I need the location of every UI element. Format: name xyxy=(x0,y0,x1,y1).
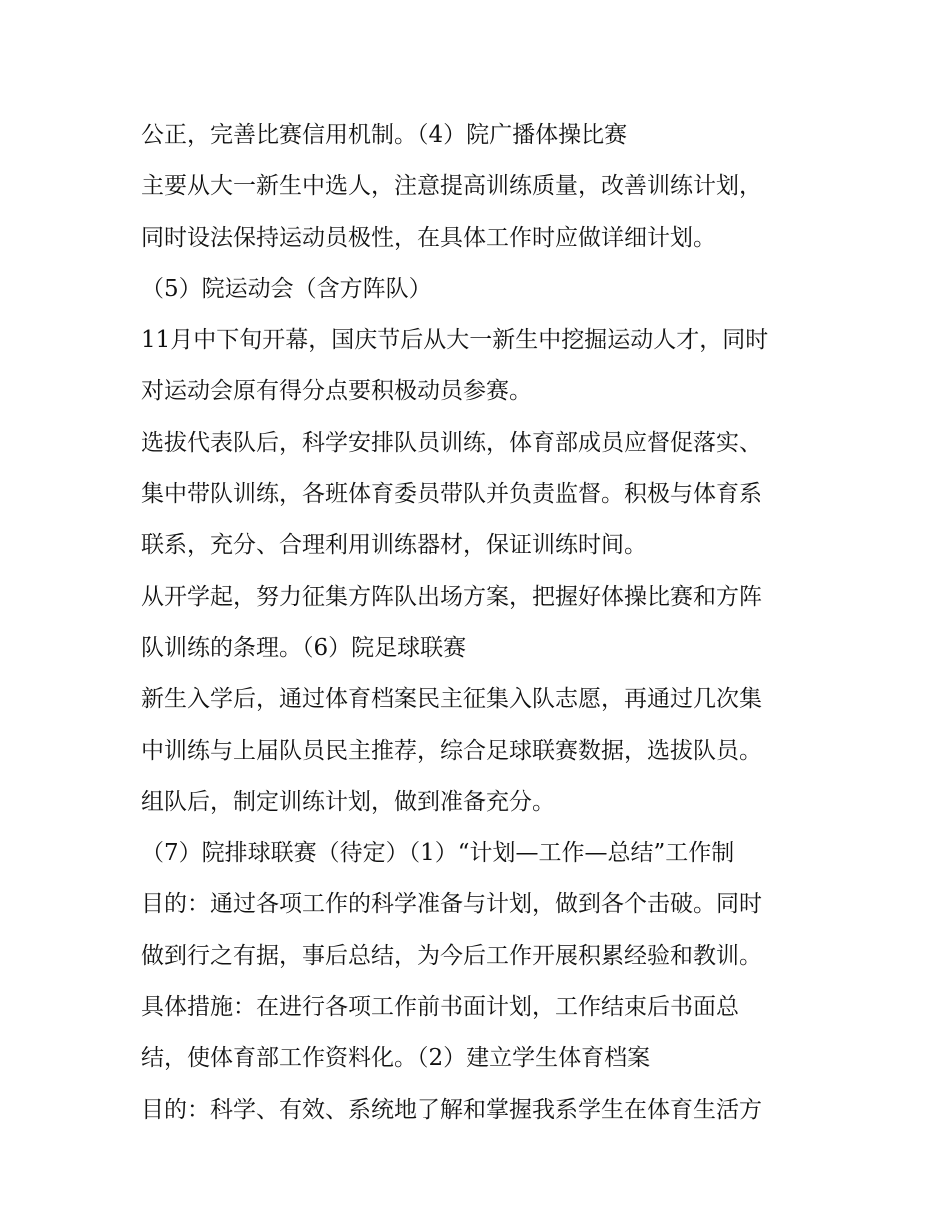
text-line: 公正，完善比赛信用机制。（4）院广播体操比赛 xyxy=(141,122,628,148)
text-line: 做到行之有据，事后总结，为今后工作开展积累经验和教训。 xyxy=(141,942,762,969)
text-line: 目的：科学、有效、系统地了解和掌握我系学生在体育生活方 xyxy=(141,1096,762,1123)
text-line: 集中带队训练，各班体育委员带队并负责监督。积极与体育系 xyxy=(141,481,762,508)
text-line: 对运动会原有得分点要积极动员参赛。 xyxy=(141,378,532,405)
text-line: 队训练的条理。（6）院足球联赛 xyxy=(141,634,467,661)
text-line: 中训练与上届队员民主推荐，综合足球联赛数据，选拔队员。 xyxy=(141,737,762,764)
text-line: 从开学起，努力征集方阵队出场方案，把握好体操比赛和方阵 xyxy=(141,583,762,610)
text-line: 11月中下旬开幕，国庆节后从大一新生中挖掘运动人才，同时 xyxy=(141,327,769,354)
text-line: 具体措施：在进行各项工作前书面计划，工作结束后书面总 xyxy=(141,994,739,1021)
text-line: 新生入学后，通过体育档案民主征集入队志愿，再通过几次集 xyxy=(141,686,762,713)
text-line: 主要从大一新生中选人，注意提高训练质量，改善训练计划， xyxy=(141,173,762,200)
text-line: （5）院运动会（含方阵队） xyxy=(141,275,432,302)
text-line: 组队后，制定训练计划，做到准备充分。 xyxy=(141,788,555,815)
text-line: 结，使体育部工作资料化。（2）建立学生体育档案 xyxy=(141,1045,651,1072)
text-line: 联系，充分、合理利用训练器材，保证训练时间。 xyxy=(141,532,647,559)
text-line: 选拔代表队后，科学安排队员训练，体育部成员应督促落实、 xyxy=(141,429,762,456)
text-line: 目的：通过各项工作的科学准备与计划，做到各个击破。同时 xyxy=(141,891,762,918)
document-body xyxy=(141,110,821,1136)
text-line: 同时设法保持运动员极性，在具体工作时应做详细计划。 xyxy=(141,224,716,251)
text-line: （7）院排球联赛（待定）（1）“计划—工作—总结”工作制 xyxy=(141,840,735,867)
